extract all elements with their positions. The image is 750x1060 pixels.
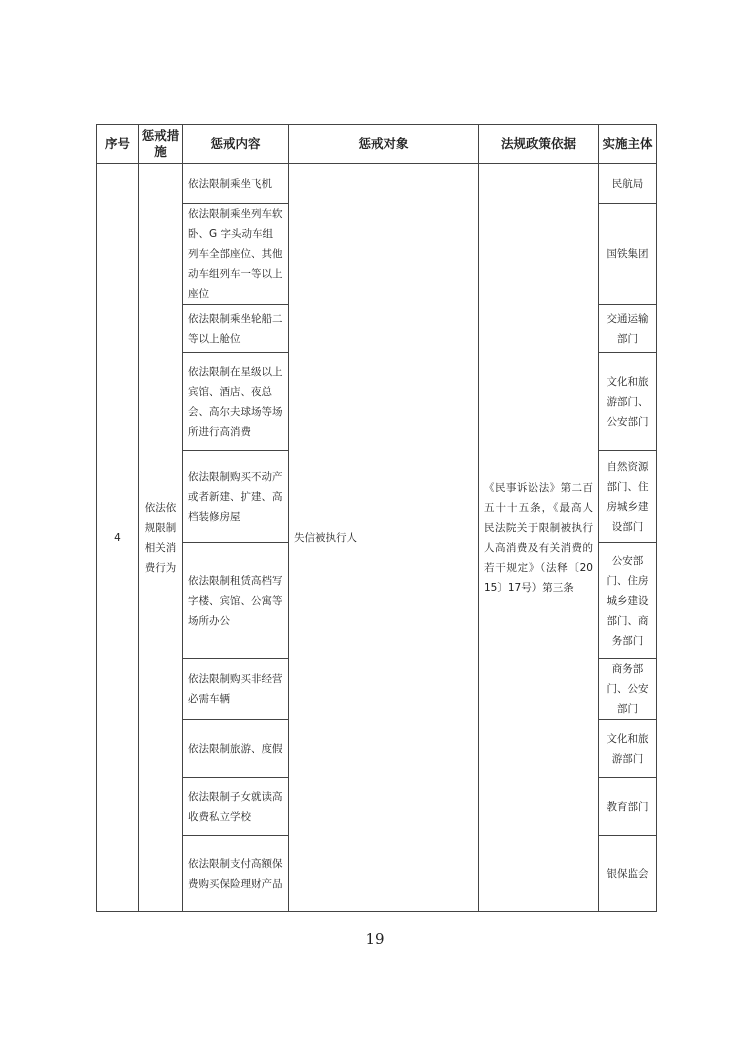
agency-cell: 文化和旅游部门	[599, 720, 657, 778]
header-target: 惩戒对象	[289, 125, 479, 164]
agency-cell: 民航局	[599, 164, 657, 204]
header-agency: 实施主体	[599, 125, 657, 164]
table-row	[97, 164, 657, 204]
header-measure: 惩戒措施	[139, 125, 183, 164]
agency-cell: 商务部门、公安部门	[599, 659, 657, 720]
agency-cell: 教育部门	[599, 778, 657, 836]
punishment-table	[96, 124, 657, 912]
agency-cell: 公安部门、住房城乡建设部门、商务部门	[599, 543, 657, 659]
content-cell: 依法限制租赁高档写字楼、宾馆、公寓等场所办公	[183, 543, 289, 659]
measure-cell: 依法依规限制相关消费行为	[139, 164, 183, 912]
content-cell: 依法限制子女就读高收费私立学校	[183, 778, 289, 836]
agency-cell: 交通运输部门	[599, 305, 657, 353]
seq-cell: 4	[97, 164, 139, 912]
target-cell: 失信被执行人	[289, 164, 479, 912]
page-number: 19	[365, 930, 385, 948]
content-cell: 依法限制旅游、度假	[183, 720, 289, 778]
content-cell: 依法限制乘坐轮船二等以上舱位	[183, 305, 289, 353]
agency-cell: 国铁集团	[599, 204, 657, 305]
agency-cell: 银保监会	[599, 836, 657, 912]
agency-cell: 文化和旅游部门、公安部门	[599, 353, 657, 451]
basis-cell: 《民事诉讼法》第二百五十十五条，《最高人民法院关于限制被执行人高消费及有关消费的若干规定》（法释〔2015〕17号）第三条	[479, 164, 599, 912]
header-content: 惩戒内容	[183, 125, 289, 164]
header-row	[97, 125, 657, 164]
content-cell: 依法限制乘坐飞机	[183, 164, 289, 204]
header-seq: 序号	[97, 125, 139, 164]
content-cell: 依法限制购买非经营必需车辆	[183, 659, 289, 720]
header-basis: 法规政策依据	[479, 125, 599, 164]
content-cell: 依法限制支付高额保费购买保险理财产品	[183, 836, 289, 912]
content-cell: 依法限制乘坐列车软卧、G 字头动车组列车全部座位、其他动车组列车一等以上座位	[183, 204, 289, 305]
agency-cell: 自然资源部门、住房城乡建设部门	[599, 451, 657, 543]
content-cell: 依法限制在星级以上宾馆、酒店、夜总会、高尔夫球场等场所进行高消费	[183, 353, 289, 451]
content-cell: 依法限制购买不动产或者新建、扩建、高档装修房屋	[183, 451, 289, 543]
